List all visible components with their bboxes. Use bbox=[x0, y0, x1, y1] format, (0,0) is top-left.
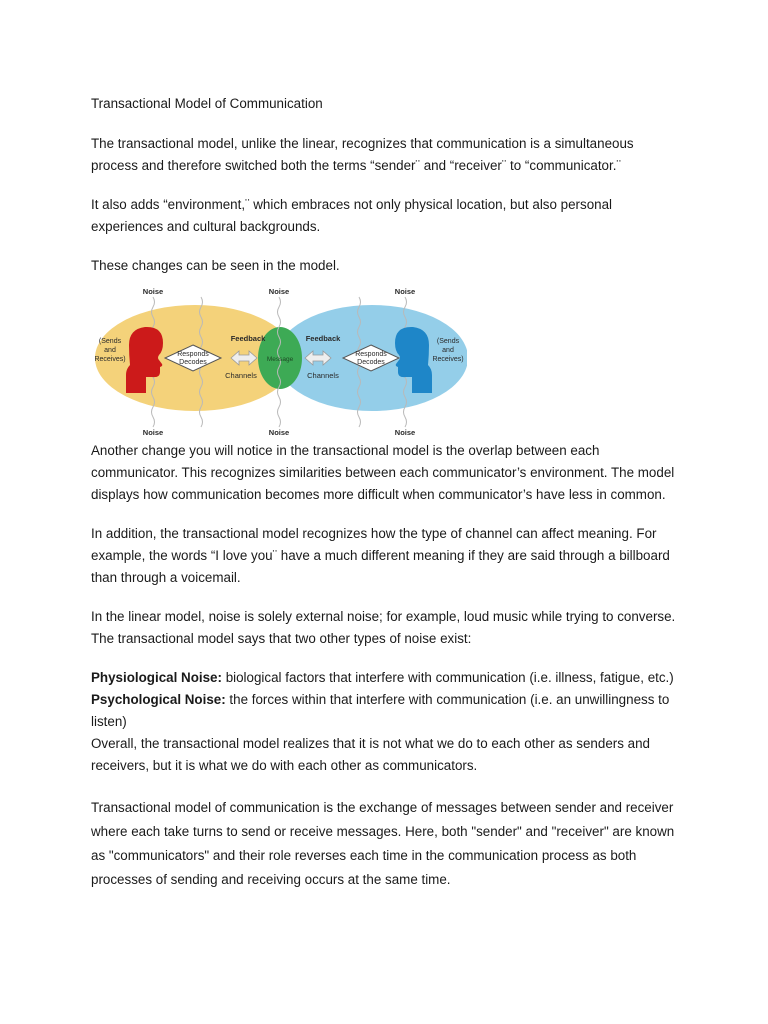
paragraph-7: Overall, the transactional model realizes that it is not what we do to each other as senders and receivers, but it is what we do with each other as communicators. bbox=[91, 736, 650, 773]
document-title: Transactional Model of Communication bbox=[91, 96, 323, 111]
right-decodes-label: Decodes bbox=[357, 359, 385, 366]
paragraph-5: In addition, the transactional model recognizes how the type of channel can affect meaning. For example, the words “I love you¨ have a much different meaning if they are said through a billboard than through a voicemail. bbox=[91, 526, 670, 585]
left-channels-label: Channels bbox=[225, 371, 257, 380]
right-feedback-label: Feedback bbox=[305, 334, 341, 343]
noise-label: Noise bbox=[142, 287, 164, 296]
paragraph-6: In the linear model, noise is solely external noise; for example, loud music while trying to converse. The transactional model says that two other types of noise exist: bbox=[91, 609, 676, 646]
psychological-noise-text: the forces within that interfere with communication (i.e. an unwillingness to listen) bbox=[91, 692, 670, 729]
left-feedback-label: Feedback bbox=[230, 334, 266, 343]
noise-label: Noise bbox=[268, 428, 290, 437]
diagram-svg bbox=[91, 285, 467, 437]
noise-label: Noise bbox=[394, 428, 416, 437]
paragraph-3: These changes can be seen in the model. bbox=[91, 258, 340, 273]
left-sends-label: (Sends bbox=[98, 338, 122, 345]
left-and-label: and bbox=[104, 347, 116, 354]
left-decodes-label: Decodes bbox=[179, 359, 207, 366]
psychological-noise-label: Psychological Noise: bbox=[91, 692, 226, 707]
paragraph-8: Transactional model of communication is the exchange of messages between sender and receiver where each take turns to send or receive messages. Here, both "sender" and "receiver" are known as "communicators" and their role reverses each time in the communication process as both processes of sending and receiving occurs at the same time. bbox=[91, 800, 675, 887]
physiological-noise-line bbox=[91, 667, 681, 689]
left-receives-label: Receives) bbox=[94, 356, 126, 363]
document-page bbox=[91, 93, 681, 892]
right-responds-label: Responds bbox=[355, 351, 387, 358]
noise-label: Noise bbox=[268, 287, 290, 296]
paragraph-1: The transactional model, unlike the linear, recognizes that communication is a simultaneous process and therefore switched both the terms “sender¨ and “receiver¨ to “communicator.¨ bbox=[91, 136, 634, 173]
psychological-noise-line bbox=[91, 689, 681, 733]
right-receives-label: Receives) bbox=[432, 356, 464, 363]
noise-label: Noise bbox=[394, 287, 416, 296]
message-label: Message bbox=[266, 356, 294, 363]
physiological-noise-text: biological factors that interfere with communication (i.e. illness, fatigue, etc.) bbox=[221, 670, 674, 685]
right-and-label: and bbox=[442, 347, 454, 354]
left-responds-label: Responds bbox=[177, 351, 209, 358]
right-channels-label: Channels bbox=[307, 371, 339, 380]
paragraph-2: It also adds “environment,¨ which embraces not only physical location, but also personal experiences and cultural backgrounds. bbox=[91, 197, 613, 234]
paragraph-4: Another change you will notice in the transactional model is the overlap between each communicator. This recognizes similarities between each communicator’s environment. The model displays how communication becomes more difficult when communicator’s have less in common. bbox=[91, 443, 675, 502]
physiological-noise-label: Physiological Noise: bbox=[91, 670, 222, 685]
transactional-model-diagram bbox=[91, 285, 467, 437]
noise-label: Noise bbox=[142, 428, 164, 437]
right-sends-label: (Sends bbox=[436, 338, 460, 345]
